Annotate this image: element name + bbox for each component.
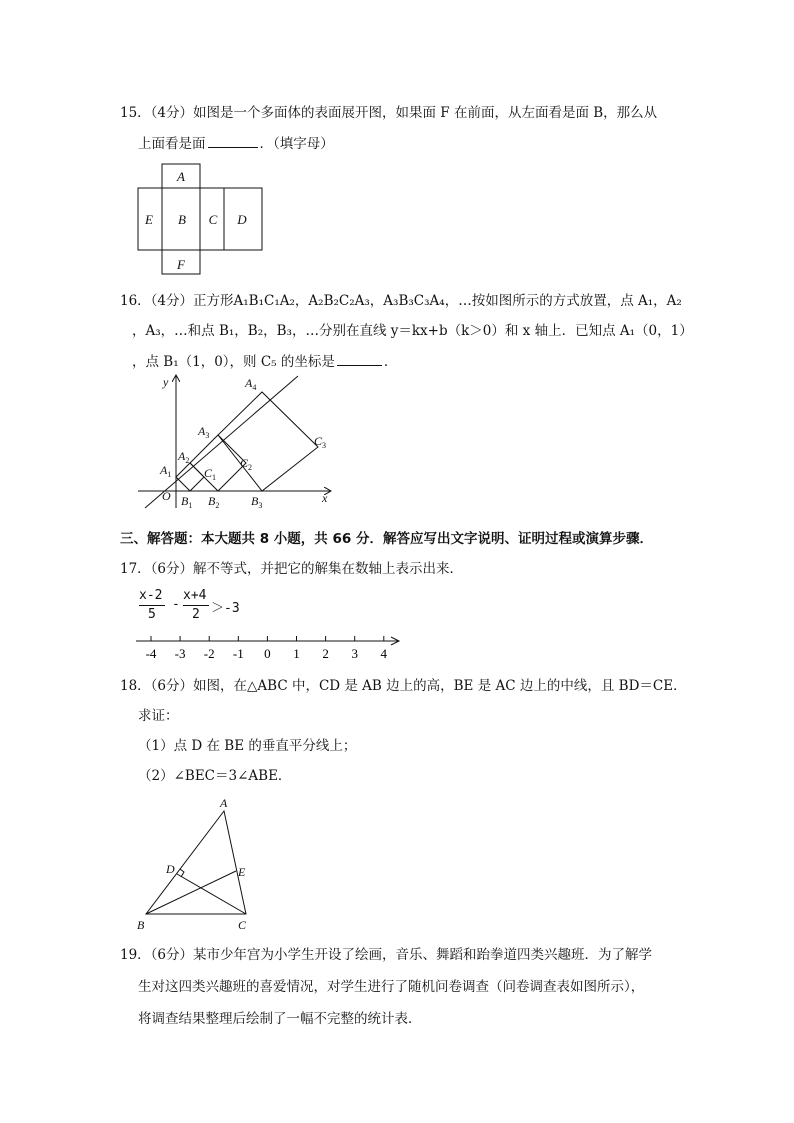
q19-line3: 将调查结果整理后绘制了一幅不完整的统计表． (138, 1011, 422, 1027)
label-y: y (163, 375, 169, 389)
frac2-bar (183, 605, 209, 606)
number-line-tick-label: -1 (232, 646, 244, 661)
segment-be (146, 871, 236, 914)
q18-line4: （2）∠BEC＝3∠ABE． (138, 768, 292, 784)
number-line-tick-label: -4 (145, 646, 157, 661)
net-label-d: D (237, 212, 247, 227)
q16-line3 (132, 352, 397, 371)
q18-line2: 求证： (138, 708, 179, 724)
tri-label-d: D (166, 862, 175, 876)
label-a1: $A_1$ (160, 463, 172, 479)
number-line (130, 630, 410, 664)
q15-line2-post: ．（填字母） (259, 136, 334, 152)
q15-line2-pre: 上面看是面 (138, 136, 206, 152)
inequality-rhs: ＞-3 (211, 601, 240, 616)
tri-label-e: E (238, 865, 246, 879)
label-o: O (162, 489, 171, 503)
q15-answer-blank (208, 134, 258, 148)
label-c1: $C_1$ (204, 466, 217, 482)
q18-line1: 18．（6分）如图，在△ABC 中，CD 是 AB 边上的高，BE 是 AC 边上的中线，且 BD＝CE． (120, 678, 687, 694)
frac2-denominator: 2 (192, 607, 200, 622)
minus-sign: - (172, 597, 180, 612)
frac2-numerator: x+4 (183, 588, 207, 603)
label-x: x (322, 491, 328, 505)
net-label-e: E (145, 212, 153, 227)
number-line-tick-label: -2 (203, 646, 215, 661)
q16-squares-figure (130, 372, 340, 514)
frac1-denominator: 5 (148, 607, 156, 622)
q19-line2: 生对这四类兴趣班的喜爱情况，对学生进行了随机问卷调查（问卷调查表如图所示）， (138, 979, 645, 995)
q19-line1: 19．（6分）某市少年宫为小学生开设了绘画，音乐、舞蹈和跆拳道四类兴趣班．为了解学 (120, 947, 653, 963)
q16-line3-pre: ，点 B₁（1，0），则 C₅ 的坐标是 (132, 354, 335, 370)
q15-line2 (138, 134, 334, 153)
net-label-c: C (208, 212, 218, 227)
q18-triangle-figure (130, 794, 260, 934)
q15-net-figure (136, 162, 266, 278)
label-b3: $B_3$ (251, 494, 263, 510)
number-line-tick-label: -3 (174, 646, 186, 661)
tri-label-b: B (137, 918, 145, 932)
tri-label-a: A (220, 796, 228, 810)
q16-line3-post: ． (383, 354, 398, 370)
tri-label-c: C (238, 918, 247, 932)
label-b2: $B_2$ (208, 494, 220, 510)
label-b1: $B_1$ (181, 494, 193, 510)
label-c3: $C_3$ (314, 434, 327, 450)
label-a4: $A_4$ (245, 376, 257, 392)
number-line-tick-label: 2 (322, 646, 329, 661)
q18-line3: （1）点 D 在 BE 的垂直平分线上； (138, 738, 357, 754)
triangle-abc (146, 811, 246, 914)
label-a3: $A_3$ (198, 424, 210, 440)
net-label-a: A (177, 169, 185, 184)
label-a2: $A_2$ (178, 449, 190, 465)
q15-line1: 15．（4分）如图是一个多面体的表面展开图，如果面 F 在前面，从左面看是面 B，那么从 (120, 105, 658, 121)
q16-line2: ，A₃，…和点 B₁，B₂，B₃，…分别在直线 y＝kx+b（k＞0）和 x 轴上．已知点 A₁（0，1） (132, 323, 693, 339)
section3-heading: 三、解答题：本大题共 8 小题，共 66 分．解答应写出文字说明、证明过程或演算步骤． (120, 531, 653, 547)
number-line-tick-label: 4 (380, 646, 388, 661)
net-label-f: F (177, 257, 185, 272)
number-line-tick-label: 3 (351, 646, 358, 661)
frac1-bar (139, 605, 165, 606)
q16-answer-blank (337, 352, 382, 366)
number-line-tick-label: 1 (293, 646, 300, 661)
net-label-b: B (178, 212, 186, 227)
frac1-numerator: x-2 (139, 588, 163, 603)
q17-line1: 17．（6分）解不等式，并把它的解集在数轴上表示出来． (120, 561, 464, 577)
number-line-tick-label: 0 (264, 646, 271, 661)
q16-line1: 16．（4分）正方形A₁B₁C₁A₂，A₂B₂C₂A₃，A₃B₃C₃A₄，…按如图所示的方式放置，点 A₁，A₂ (120, 293, 682, 309)
label-c2: $C_2$ (240, 456, 253, 472)
